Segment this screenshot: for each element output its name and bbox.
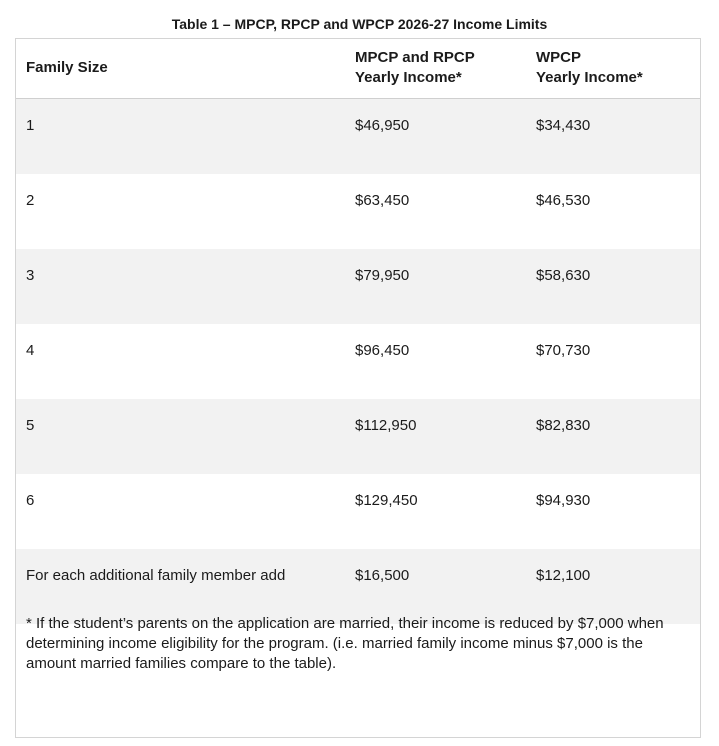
cell-wpcp: $12,100 bbox=[536, 567, 591, 584]
cell-family-size: 4 bbox=[26, 342, 35, 359]
header-mpcp-rpcp bbox=[355, 48, 475, 88]
table-footnote: * If the student’s parents on the application are married, their income is reduced by $7,000 when determining income eligibility for the program. (i.e. married family income minus $7,000 is the amount married families compare to the table). bbox=[26, 615, 664, 672]
cell-wpcp: $70,730 bbox=[536, 342, 591, 359]
table-row bbox=[16, 324, 700, 399]
table-row bbox=[16, 399, 700, 474]
cell-mpcp-rpcp: $63,450 bbox=[355, 192, 410, 209]
header-family-size: Family Size bbox=[26, 59, 108, 76]
header-mpcp-rpcp-line1: MPCP and RPCP bbox=[355, 49, 475, 66]
cell-family-size: 6 bbox=[26, 492, 35, 509]
table-row bbox=[16, 249, 700, 324]
table-caption: Table 1 – MPCP, RPCP and WPCP 2026-27 Income Limits bbox=[171, 16, 548, 32]
cell-family-size: 5 bbox=[26, 417, 35, 434]
income-limits-table bbox=[15, 38, 701, 738]
cell-wpcp: $82,830 bbox=[536, 417, 591, 434]
table-row bbox=[16, 474, 700, 549]
cell-wpcp: $94,930 bbox=[536, 492, 591, 509]
table-header-row bbox=[16, 39, 700, 99]
cell-mpcp-rpcp: $112,950 bbox=[355, 417, 417, 434]
cell-family-size: 3 bbox=[26, 267, 35, 284]
cell-mpcp-rpcp: $79,950 bbox=[355, 267, 410, 284]
table-row bbox=[16, 174, 700, 249]
table-row bbox=[16, 549, 700, 624]
cell-mpcp-rpcp: $129,450 bbox=[355, 492, 418, 509]
header-wpcp-line2: Yearly Income* bbox=[536, 69, 643, 86]
cell-wpcp: $58,630 bbox=[536, 267, 591, 284]
cell-family-size: 1 bbox=[26, 117, 35, 134]
cell-mpcp-rpcp: $96,450 bbox=[355, 342, 410, 359]
table-row bbox=[16, 99, 700, 174]
cell-wpcp: $34,430 bbox=[536, 117, 591, 134]
header-wpcp bbox=[536, 48, 643, 88]
cell-family-size: 2 bbox=[26, 192, 35, 209]
header-wpcp-line1: WPCP bbox=[536, 49, 581, 66]
cell-mpcp-rpcp: $16,500 bbox=[355, 567, 410, 584]
cell-wpcp: $46,530 bbox=[536, 192, 591, 209]
header-mpcp-rpcp-line2: Yearly Income* bbox=[355, 69, 462, 86]
cell-family-size: For each additional family member add bbox=[26, 567, 286, 584]
cell-mpcp-rpcp: $46,950 bbox=[355, 117, 410, 134]
